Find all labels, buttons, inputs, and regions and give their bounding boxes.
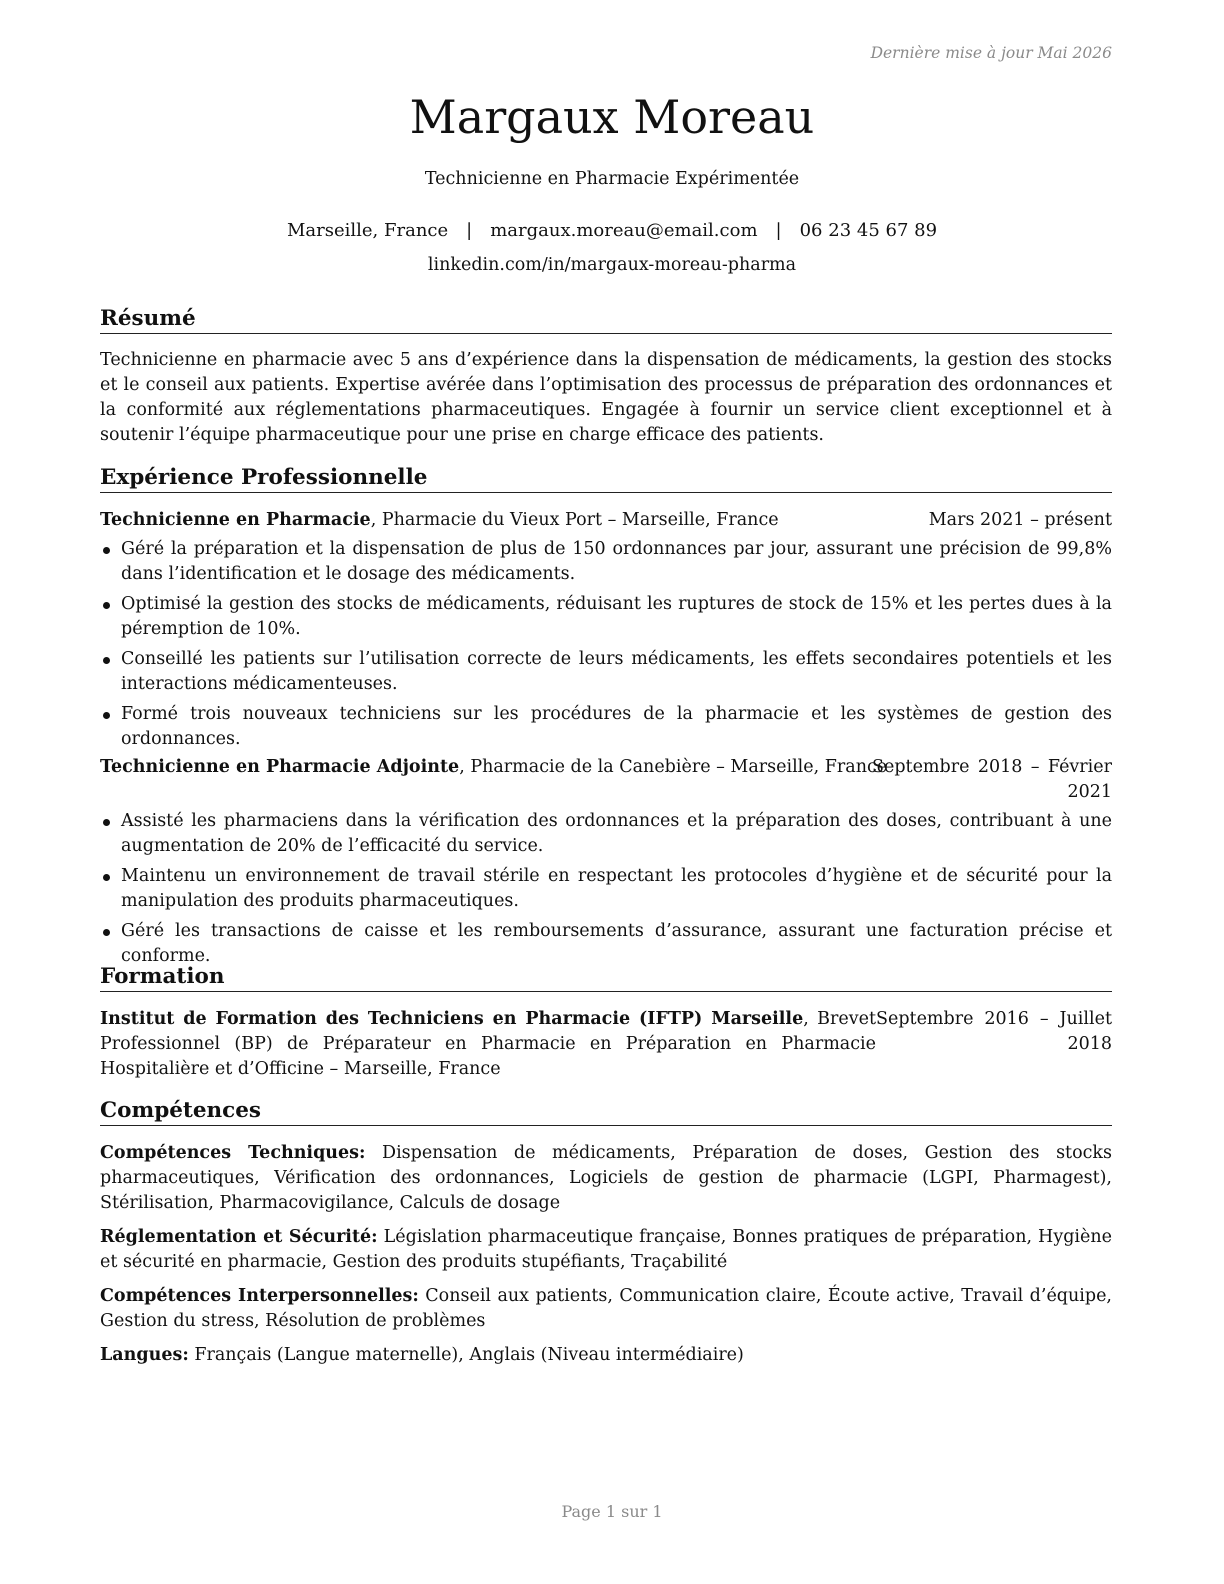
skill-label: Compétences Techniques:: [100, 1143, 366, 1163]
job-bullets: [100, 809, 1112, 974]
separator: |: [466, 220, 473, 241]
skill-text: Dispensation de médicaments, Préparation de doses, Gestion des stocks pharmaceutiques, Vérification des ordonnances, Logiciels de gestion de pharmacie (LGPI, Pharmagest), Stérilisation, Pharmacovigilance, Calculs de dosage: [100, 1143, 1113, 1213]
school-name: Institut de Formation des Techniciens en Pharmacie (IFTP) Marseille: [100, 1009, 804, 1029]
job-employer: , Pharmacie du Vieux Port – Marseille, France: [370, 510, 779, 530]
candidate-name: Margaux Moreau: [409, 90, 815, 144]
list-item: Optimisé la gestion des stocks de médicaments, réduisant les ruptures de stock de 15% et les pertes dues à la péremption de 10%.: [100, 592, 1112, 642]
skill-text: Législation pharmaceutique française, Bonnes pratiques de préparation, Hygiène et sécurité en pharmacie, Gestion des produits stupéfiants, Traçabilité: [100, 1227, 1112, 1272]
list-item: Conseillé les patients sur l’utilisation correcte de leurs médicaments, les effets secondaires potentiels et les interactions médicamenteuses.: [100, 647, 1112, 697]
skill-label: Réglementation et Sécurité:: [100, 1227, 378, 1247]
skill-group: [100, 1225, 1112, 1275]
page-number: Page 1 sur 1: [561, 1502, 663, 1521]
job-role: Technicienne en Pharmacie Adjointe: [100, 757, 460, 777]
skill-group: [100, 1343, 1112, 1368]
email-link[interactable]: margaux.moreau@email.com: [490, 220, 758, 241]
section-heading-skills: Compétences: [100, 1098, 1112, 1126]
section-heading-summary: Résumé: [100, 306, 1112, 334]
contact-line: [0, 219, 1224, 243]
list-item: Géré la préparation et la dispensation de plus de 150 ordonnances par jour, assurant une précision de 99,8% dans l’identification et le dosage des médicaments.: [100, 537, 1112, 587]
job-dates: Septembre 2018 – Février 2021: [872, 757, 1112, 802]
list-item: Formé trois nouveaux techniciens sur les procédures de la pharmacie et les systèmes de gestion des ordonnances.: [100, 702, 1112, 752]
skill-text: Conseil aux patients, Communication claire, Écoute active, Travail d’équipe, Gestion du stress, Résolution de problèmes: [100, 1286, 1112, 1331]
last-updated: Dernière mise à jour Mai 2026: [870, 44, 1112, 62]
skill-group: [100, 1284, 1112, 1334]
phone-number: 06 23 45 67 89: [799, 220, 938, 241]
list-item: Maintenu un environnement de travail stérile en respectant les protocoles d’hygiène et de sécurité pour la manipulation des produits pharmaceutiques.: [100, 864, 1112, 914]
degree-details: , Brevet Professionnel (BP) de Préparateur en Pharmacie en Préparation en Pharmacie Hospitalière et d’Officine – Marseille, France: [100, 1009, 876, 1079]
linkedin-link[interactable]: linkedin.com/in/margaux-moreau-pharma: [427, 255, 797, 275]
job-dates: Mars 2021 – présent: [928, 510, 1112, 530]
skill-group: [100, 1141, 1112, 1216]
job-role: Technicienne en Pharmacie: [100, 510, 371, 530]
location: Marseille, France: [286, 220, 449, 241]
summary-text: Technicienne en pharmacie avec 5 ans d’expérience dans la dispensation de médicaments, la gestion des stocks et le conseil aux patients. Expertise avérée dans l’optimisation des processus de préparation des ordonnances et la conformité aux réglementations pharmaceutiques. Engagée à fournir un service client exceptionnel et à soutenir l’équipe pharmaceutique pour une prise en charge efficace des patients.: [100, 350, 1112, 445]
education-dates: Septembre 2016 – Juillet 2018: [876, 1009, 1112, 1054]
section-heading-education: Formation: [100, 964, 1112, 992]
skill-label: Langues:: [100, 1345, 189, 1365]
section-heading-experience: Expérience Professionnelle: [100, 465, 1112, 493]
separator: |: [775, 220, 782, 241]
skill-text: Français (Langue maternelle), Anglais (Niveau intermédiaire): [188, 1345, 744, 1365]
list-item: Assisté les pharmaciens dans la vérification des ordonnances et la préparation des doses, contribuant à une augmentation de 20% de l’efficacité du service.: [100, 809, 1112, 859]
skill-label: Compétences Interpersonnelles:: [100, 1286, 419, 1306]
list-item: Géré les transactions de caisse et les remboursements d’assurance, assurant une facturation précise et conforme.: [100, 919, 1112, 969]
job-employer: , Pharmacie de la Canebière – Marseille, France: [459, 757, 888, 777]
job-bullets: [100, 537, 1112, 757]
candidate-title: Technicienne en Pharmacie Expérimentée: [424, 169, 800, 189]
